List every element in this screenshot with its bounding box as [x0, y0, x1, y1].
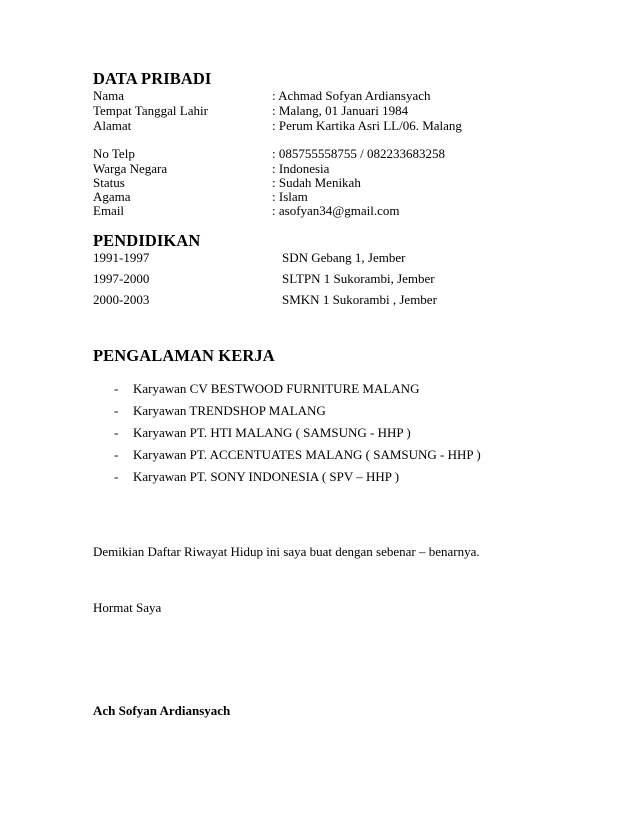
closing-salutation: Hormat Saya [93, 600, 162, 615]
list-bullet: - [114, 381, 119, 396]
personal-value-name: : Achmad Sofyan Ardiansyach [272, 88, 431, 103]
closing-statement: Demikian Daftar Riwayat Hidup ini saya buat dengan sebenar – benarnya. [93, 544, 480, 559]
experience-item: Karyawan PT. HTI MALANG ( SAMSUNG - HHP ) [133, 425, 411, 440]
personal-label-religion: Agama [93, 189, 131, 204]
personal-value-status: : Sudah Menikah [272, 175, 361, 190]
education-school: SLTPN 1 Sukorambi, Jember [282, 271, 435, 286]
education-years: 2000-2003 [93, 292, 150, 307]
list-bullet: - [114, 469, 119, 484]
signature-name: Ach Sofyan Ardiansyach [93, 703, 231, 718]
education-years: 1997-2000 [93, 271, 150, 286]
experience-item: Karyawan PT. SONY INDONESIA ( SPV – HHP ) [133, 469, 400, 484]
experience-item: Karyawan TRENDSHOP MALANG [133, 403, 326, 418]
personal-label-name: Nama [93, 88, 125, 103]
experience-item: Karyawan CV BESTWOOD FURNITURE MALANG [133, 381, 420, 396]
personal-value-birth: : Malang, 01 Januari 1984 [272, 103, 409, 118]
personal-data-heading: DATA PRIBADI [93, 69, 212, 88]
education-years: 1991-1997 [93, 250, 150, 265]
experience-item: Karyawan PT. ACCENTUATES MALANG ( SAMSUNG - HHP ) [133, 447, 481, 462]
personal-value-religion: : Islam [272, 189, 308, 204]
list-bullet: - [114, 425, 119, 440]
list-bullet: - [114, 403, 119, 418]
education-school: SDN Gebang 1, Jember [282, 250, 406, 265]
personal-value-email: : asofyan34@gmail.com [272, 203, 400, 218]
personal-label-phone: No Telp [93, 146, 135, 161]
personal-label-citizenship: Warga Negara [93, 161, 168, 176]
education-heading: PENDIDIKAN [93, 231, 201, 250]
personal-value-address: : Perum Kartika Asri LL/06. Malang [272, 118, 462, 133]
personal-label-birth: Tempat Tanggal Lahir [93, 103, 208, 118]
list-bullet: - [114, 447, 119, 462]
education-school: SMKN 1 Sukorambi , Jember [282, 292, 437, 307]
personal-label-address: Alamat [93, 118, 132, 133]
experience-heading: PENGALAMAN KERJA [93, 346, 275, 365]
personal-value-citizenship: : Indonesia [272, 161, 330, 176]
personal-label-status: Status [93, 175, 125, 190]
personal-value-phone: : 085755558755 / 082233683258 [272, 146, 445, 161]
personal-label-email: Email [93, 203, 125, 218]
